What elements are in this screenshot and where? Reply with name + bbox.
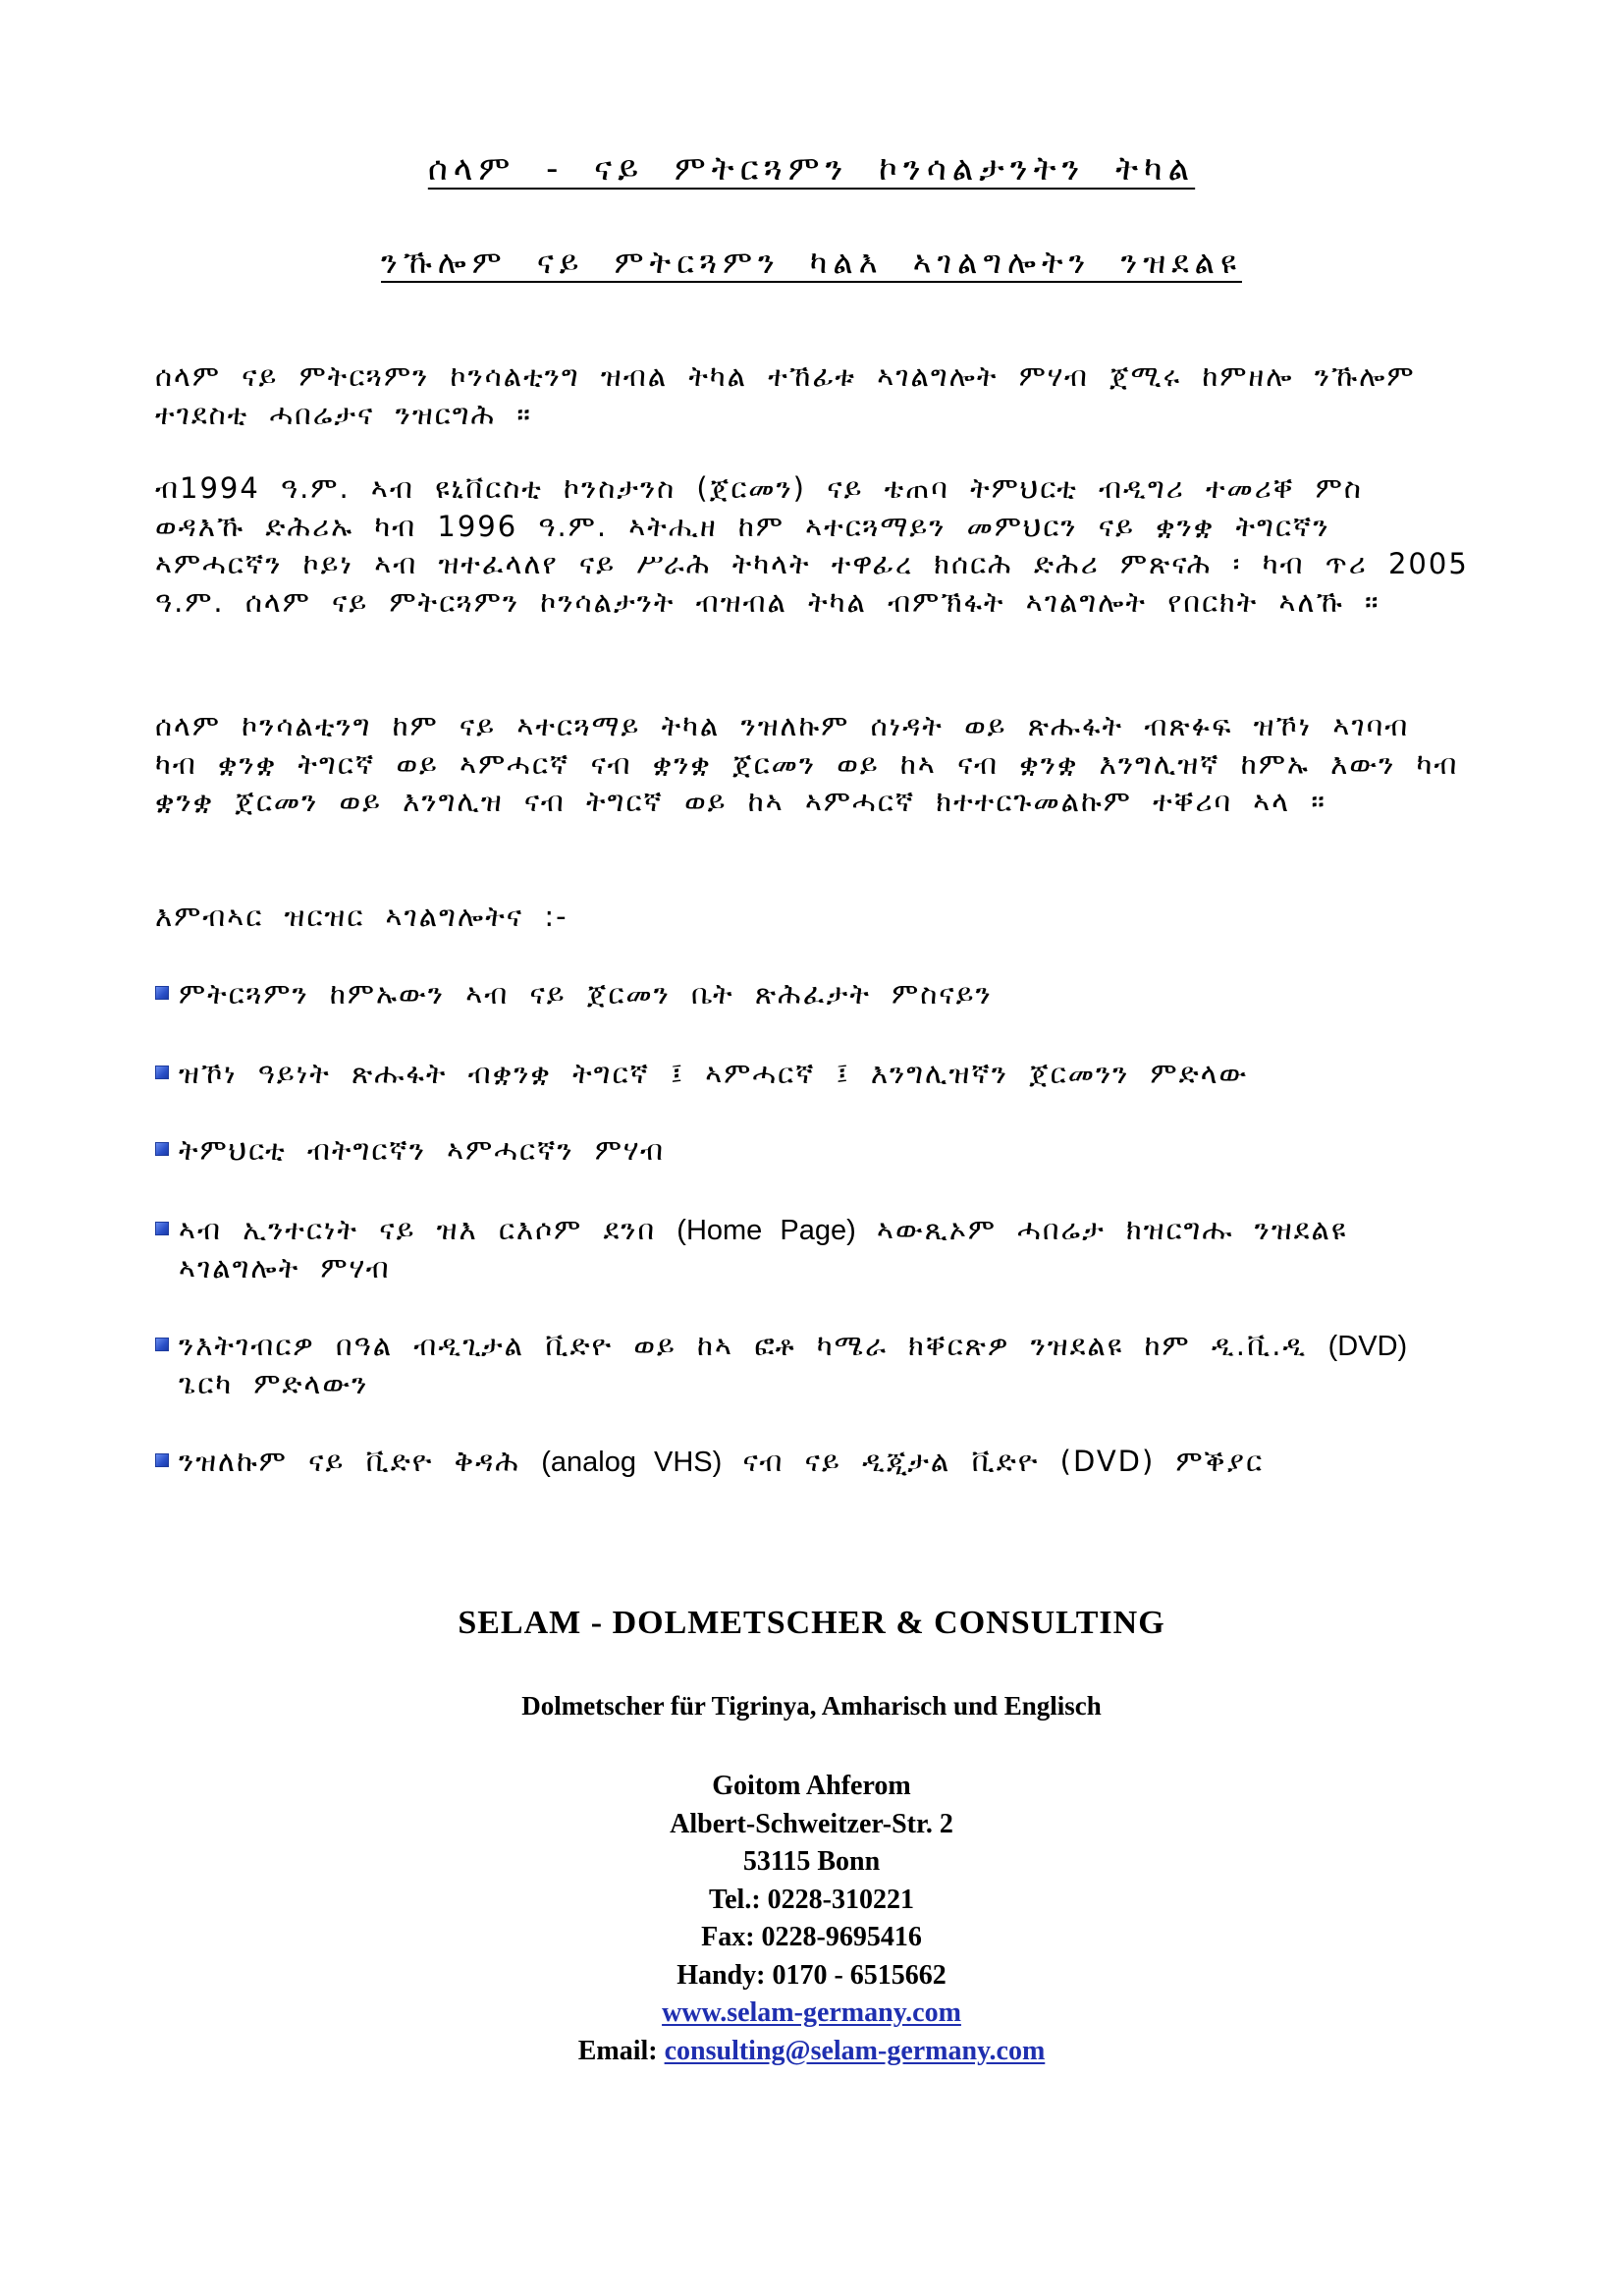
list-item: ንዝለኩም ናይ ቪድዮ ቅዳሕ (analog VHS) ናብ ናይ ዲጂታል ቪድዮ (DVD) ምቕያር	[155, 1443, 1471, 1482]
list-item: ኣብ ኢንተርነት ናይ ዝእ ርእሶም ደንበ (Home Page) ኣውጺኦም ሓበሬታ ክዝርግሑ ንዝደልዩ ኣገልግሎት ምሃብ	[155, 1211, 1471, 1287]
contact-street: Albert-Schweitzer-Str. 2	[670, 1808, 953, 1839]
document-subtitle: ንኹሎም ናይ ምትርጓምን ካልእ ኣገልግሎትን ንዝደልዩ	[381, 244, 1242, 281]
services-description-paragraph: ሰላም ኮንሳልቲንግ ከም ናይ ኣተርጓማይ ትካል ንዝለኩም ሰነዳት ወይ ጽሑፋት ብጽፉፍ ዝኾነ ኣገባብ ካብ ቋንቋ ትግርኛ ወይ ኣምሓርኛ ናብ ቋንቋ ጀርመን ወይ ከኣ ናብ ቋንቋ እንግሊዝኛ ከምኡ እውን ካብ ቋንቋ ጀርመን ወይ እንግሊዝ ናብ ትግርኛ ወይ ከኣ ኣምሓርኛ ክተተርጉመልኩም ተቐሪባ ኣላ ።	[155, 709, 1459, 818]
square-bullet-icon	[155, 1453, 169, 1467]
list-item: ንእትገብርዎ በዓል ብዲጊታል ቪድዮ ወይ ከኣ ፎቶ ካሜራ ክቐርጽዎ ንዝደልዩ ከም ዲ.ቪ.ዲ (DVD) ጌርካ ምድላውን	[155, 1327, 1471, 1403]
square-bullet-icon	[155, 1222, 169, 1235]
list-item: ምትርጓምን ከምኡውን ኣብ ናይ ጀርመን ቤት ጽሕፈታት ምስናይን	[155, 975, 1471, 1013]
list-item: ትምህርቲ ብትግርኛን ኣምሓርኛን ምሃብ	[155, 1131, 1471, 1170]
document-title: ሰላም - ናይ ምትርጓምን ኮንሳልታንትን ትካል	[427, 149, 1196, 189]
intro-paragraph: ሰላም ናይ ምትርጓምን ኮንሳልቲንግ ዝብል ትካል ተኸፊቱ ኣገልግሎት ምሃብ ጀሚሩ ከምዘሎ ንኹሎም ተገደስቲ ሓበሬታና ንዝርግሕ ።	[155, 359, 1416, 431]
contact-name: Goitom Ahferom	[712, 1771, 911, 1801]
services-heading: እምብኣር ዝርዝር ኣገልግሎትና :-	[155, 900, 568, 933]
background-paragraph: ብ1994 ዓ.ም. ኣብ ዩኒቨርስቲ ኮንስታንስ (ጀርመን) ናይ ቴጠባ ትምህርቲ ብዲግሪ ተመሪቐ ምስ ወዳእኹ ድሕሪኡ ካብ 1996 ዓ.ም. ኣትሒዘ ከም ኣተርጓማይን መምህርን ናይ ቋንቋ ትግርኛን ኣምሓርኛን ኮይነ ኣብ ዝተፈላለየ ናይ ሥራሕ ትካላት ተዋፊረ ክሰርሕ ድሕሪ ምጽናሕ ፡ ካብ ጥሪ 2005 ዓ.ም. ሰላም ናይ ምትርጓምን ኮንሳልታንት ብዝብል ትካል ብምኽፋት ኣገልግሎት የበርክት ኣለኹ ።	[155, 471, 1469, 619]
contact-city: 53115 Bonn	[742, 1846, 881, 1877]
contact-handy: Handy: 0170 - 6515662	[676, 1959, 947, 1991]
website-row	[0, 1995, 1623, 2033]
square-bullet-icon	[155, 1142, 169, 1156]
email-link[interactable]: consulting@selam-germany.com	[664, 2035, 1046, 2066]
list-item: ዝኾነ ዓይነት ጽሑፋት ብቋንቋ ትግርኛ ፤ ኣምሓርኛ ፤ እንግሊዝኛን ጀርመንን ምድላው	[155, 1055, 1471, 1093]
contact-fax: Fax: 0228-9695416	[701, 1922, 922, 1952]
website-link[interactable]: www.selam-germany.com	[662, 1997, 961, 2028]
company-name: SELAM - DOLMETSCHER & CONSULTING	[458, 1605, 1165, 1641]
contact-block	[0, 1768, 1623, 2070]
contact-tel: Tel.: 0228-310221	[709, 1884, 914, 1915]
services-list	[155, 975, 1471, 1520]
square-bullet-icon	[155, 986, 169, 1000]
square-bullet-icon	[155, 1066, 169, 1079]
email-label: Email:	[577, 2035, 665, 2066]
email-row	[0, 2033, 1623, 2071]
company-tagline: Dolmetscher für Tigrinya, Amharisch und Englisch	[521, 1691, 1102, 1721]
square-bullet-icon	[155, 1338, 169, 1351]
